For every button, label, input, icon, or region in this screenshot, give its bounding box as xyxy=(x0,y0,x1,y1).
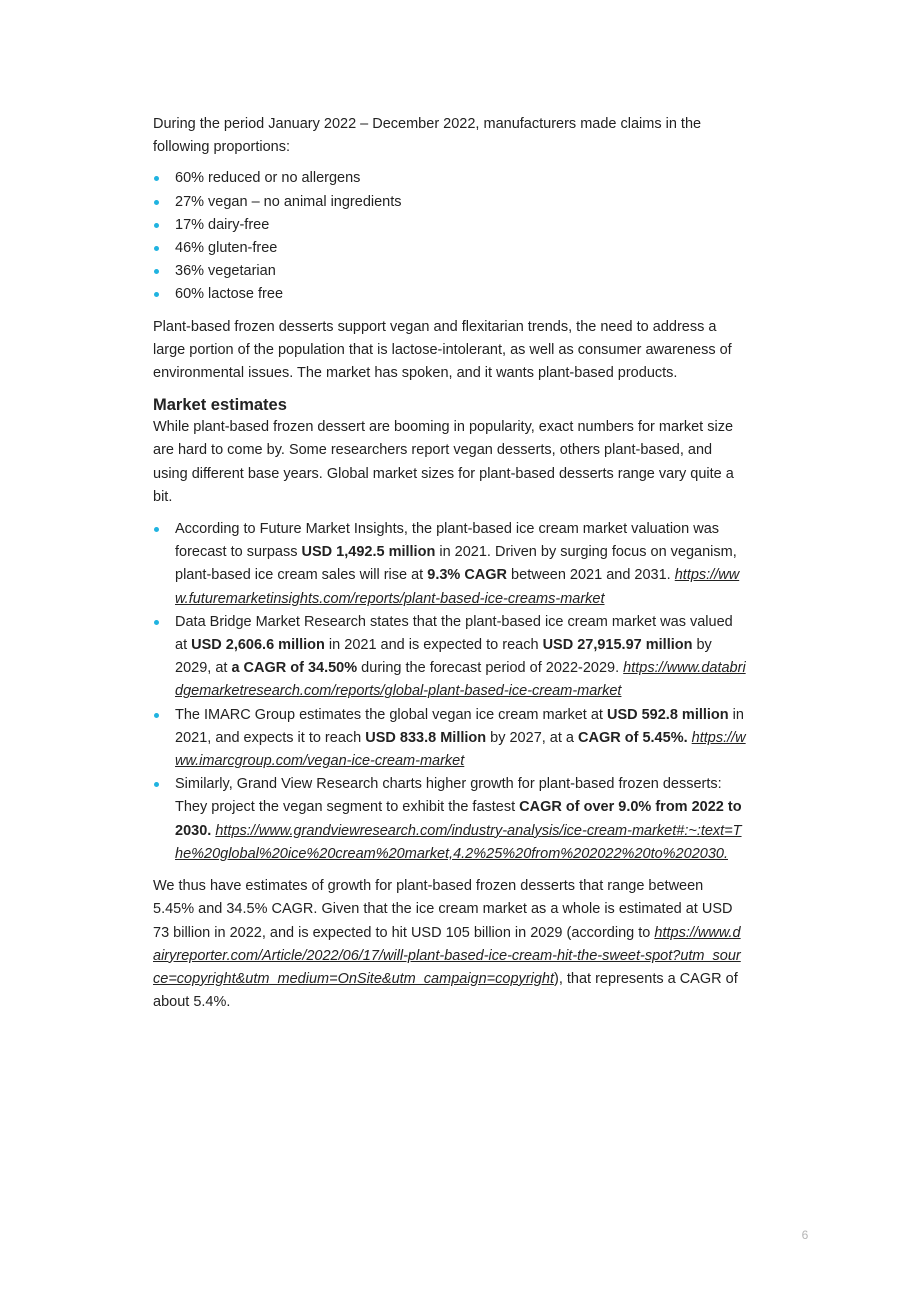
bullet-icon xyxy=(154,620,159,625)
page-number: 6 xyxy=(801,1228,809,1242)
bullet-icon xyxy=(154,246,159,251)
list-item: 36% vegetarian xyxy=(153,260,747,283)
imarc-link[interactable]: https://www.imarcgroup.com/vegan-ice-cream-market xyxy=(175,729,746,770)
dbmr-link[interactable]: https://www.databridgemarketresearch.com/reports/global-plant-based-ice-cream-market xyxy=(175,660,746,700)
claims-list xyxy=(153,167,747,306)
bullet-icon xyxy=(154,527,159,532)
list-item: 60% lactose free xyxy=(153,283,747,306)
dairyreporter-link[interactable]: https://www.dairyreporter.com/Article/2022/06/17/will-plant-based-ice-cream-hit-the-sweet-spot?utm_source=copyright&utm_medium=OnSite&utm_campaign=copyright xyxy=(153,924,741,987)
estimate-item-fmi: According to Future Market Insights, the plant-based ice cream market valuation was forecast to surpass USD 1,492.5 million in 2021. Driven by surging focus on veganism, plant-based ice cream sales will rise at 9.3% CAGR between 2021 and 2031. https://www.futuremarketinsights.com/reports/plant-based-ice-creams-market xyxy=(153,518,747,611)
list-item: 27% vegan – no animal ingredients xyxy=(153,191,747,214)
document-page xyxy=(153,113,747,1023)
estimate-item-imarc: The IMARC Group estimates the global vegan ice cream market at USD 592.8 million in 2021, and expects it to reach USD 833.8 Million by 2027, at a CAGR of 5.45%. https://www.imarcgroup.com/vegan-ice-cream-market xyxy=(153,704,747,774)
bullet-icon xyxy=(154,713,159,718)
market-estimates-heading: Market estimates xyxy=(153,396,287,415)
conclusion-paragraph: We thus have estimates of growth for plant-based frozen desserts that range between 5.45% and 34.5% CAGR. Given that the ice cream market as a whole is estimated at USD 73 billion in 2022, and is expected to hit USD 105 billion in 2029 (according to https://www.dairyreporter.com/Article/2022/06/17/will-plant-based-ice-cream-hit-the-sweet-spot?utm_source=copyright&utm_medium=OnSite&utm_campaign=copyright), that represents a CAGR of about 5.4%. xyxy=(153,878,741,1011)
gvr-link[interactable]: https://www.grandviewresearch.com/industry-analysis/ice-cream-market#:~:text=The%20global%20ice%20cream%20market,4.2%25%20from%202022%20to%202030. xyxy=(175,822,742,862)
trends-paragraph: Plant-based frozen desserts support vegan and flexitarian trends, the need to address a large portion of the population that is lactose-intolerant, as well as consumer awareness of environmental issues. The market has spoken, and it wants plant-based products. xyxy=(153,318,732,382)
market-intro-paragraph: While plant-based frozen dessert are booming in popularity, exact numbers for market size are hard to come by. Some researchers report vegan desserts, others plant-based, and using different base years. Global market sizes for plant-based desserts range vary quite a bit. xyxy=(153,419,734,505)
estimate-item-dbmr: Data Bridge Market Research states that the plant-based ice cream market was valued at USD 2,606.6 million in 2021 and is expected to reach USD 27,915.97 million by 2029, at a CAGR of 34.50% during the forecast period of 2022-2029. https://www.databridgemarketresearch.com/reports/global-plant-based-ice-cream-market xyxy=(153,611,747,704)
estimate-item-gvr: Similarly, Grand View Research charts higher growth for plant-based frozen desserts: They project the vegan segment to exhibit the fastest CAGR of over 9.0% from 2022 to 2030. https://www.grandviewresearch.com/industry-analysis/ice-cream-market#:~:text=The%20global%20ice%20cream%20market,4.2%25%20from%202022%20to%202030. xyxy=(153,773,747,866)
estimates-list xyxy=(153,518,747,866)
bullet-icon xyxy=(154,782,159,787)
bullet-icon xyxy=(154,292,159,297)
bullet-icon xyxy=(154,223,159,228)
bullet-icon xyxy=(154,269,159,274)
list-item: 17% dairy-free xyxy=(153,214,747,237)
list-item: 46% gluten-free xyxy=(153,237,747,260)
fmi-link[interactable]: https://www.futuremarketinsights.com/reports/plant-based-ice-creams-market xyxy=(175,567,740,607)
bullet-icon xyxy=(154,200,159,205)
bullet-icon xyxy=(154,176,159,181)
intro-paragraph: During the period January 2022 – December 2022, manufacturers made claims in the following proportions: xyxy=(153,116,702,156)
list-item: 60% reduced or no allergens xyxy=(153,167,747,190)
